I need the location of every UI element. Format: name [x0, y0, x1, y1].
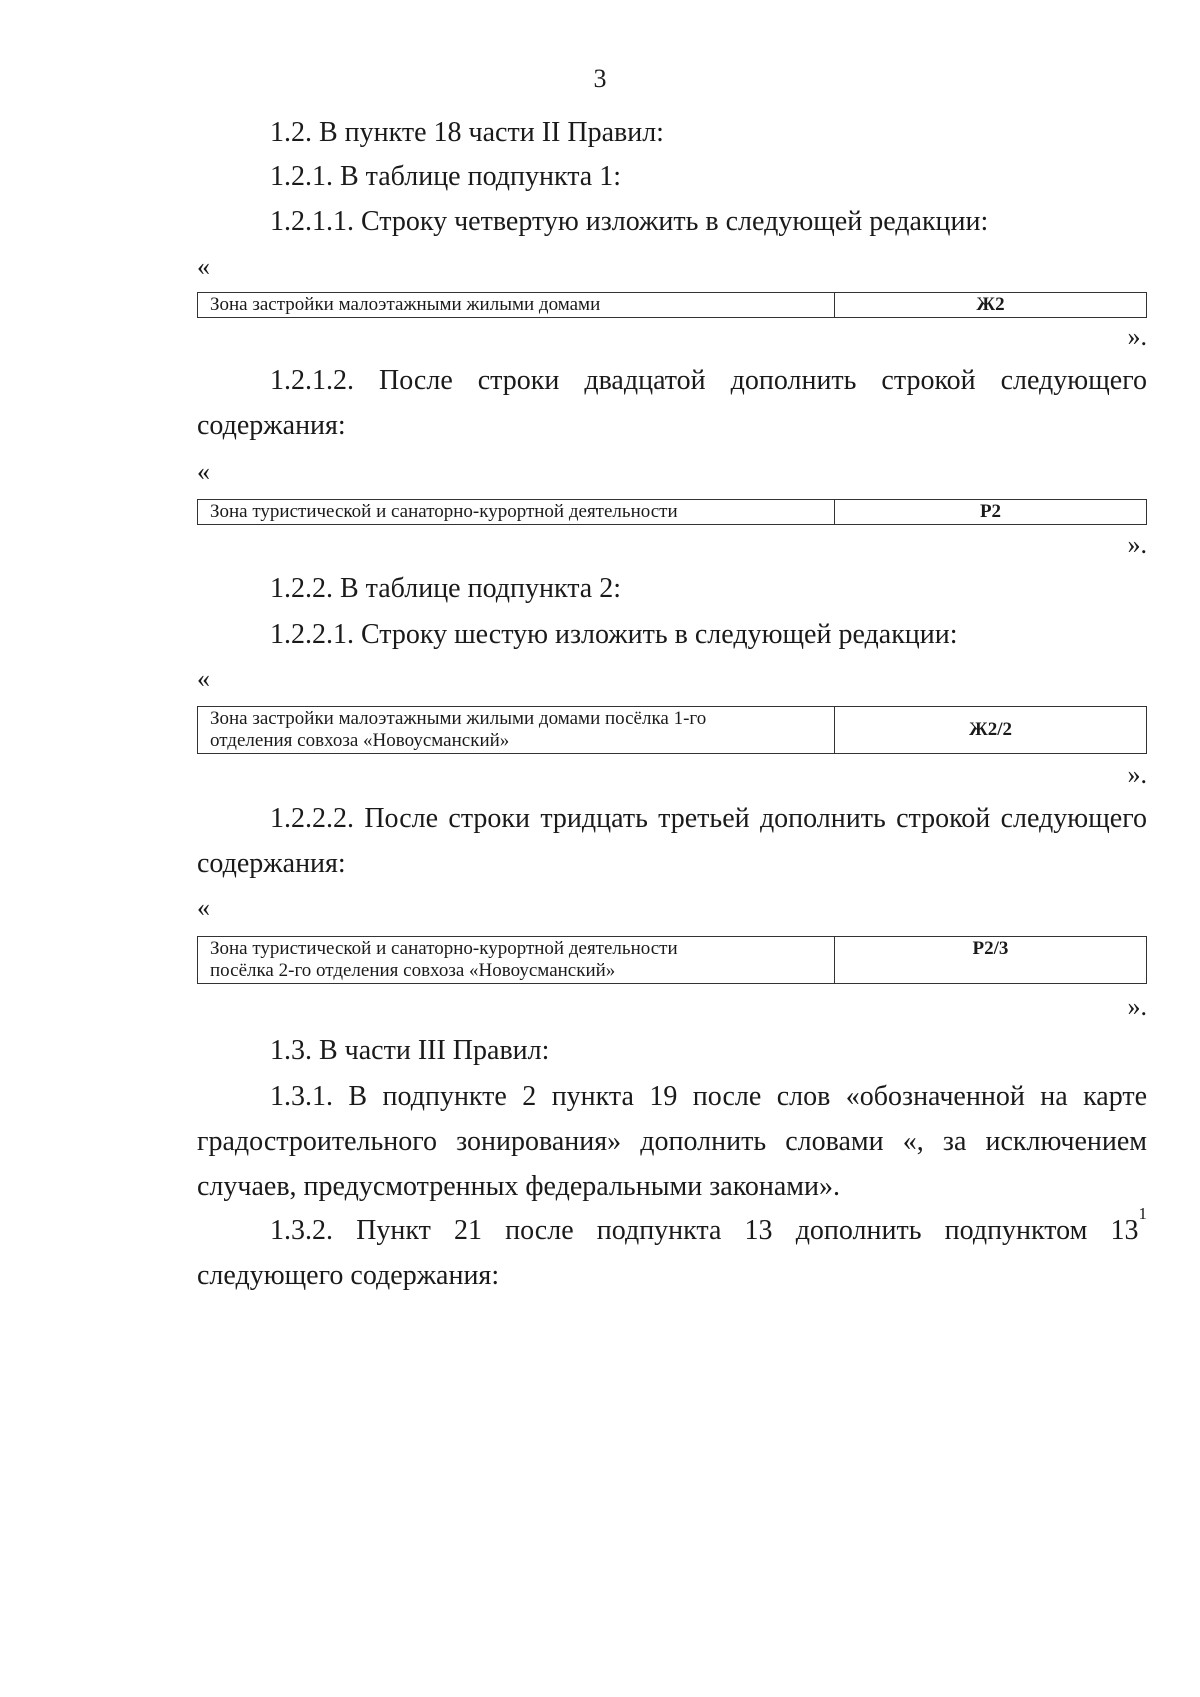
- paragraph-1-3-1-end: случаев, предусмотренных федеральными законами».: [197, 1171, 840, 1202]
- word: подпунктом: [944, 1215, 1088, 1246]
- table-row-r2: [197, 499, 1147, 525]
- table-row-zh2: [197, 292, 1147, 318]
- paragraph-1-2: 1.2. В пункте 18 части II Правил:: [270, 117, 664, 148]
- paragraph-1-3-2-text: [270, 1214, 1139, 1248]
- table-cell-zone-code: Ж2: [835, 293, 1147, 318]
- quote-open-3: «: [197, 664, 210, 693]
- table-row-r2-3: [197, 936, 1147, 984]
- paragraph-1-3-1: 1.3.1. В подпункте 2 пункта 19 после слов «обозначенной на карте: [270, 1081, 1147, 1112]
- zone-name-line: посёлка 2-го отделения совхоза «Новоусманский»: [210, 960, 616, 981]
- word: 1.3.2.: [270, 1215, 333, 1246]
- paragraph-1-2-1-2-cont: содержания:: [197, 410, 346, 441]
- table-cell-zone-code: Р2: [835, 500, 1147, 525]
- superscript: 1: [1138, 1204, 1147, 1223]
- table-cell-zone-code: Ж2/2: [835, 707, 1147, 754]
- table-row-zh2-2: [197, 706, 1147, 754]
- quote-open-2: «: [197, 457, 210, 486]
- zone-name-line: отделения совхоза «Новоусманский»: [210, 730, 510, 751]
- quote-open-1: «: [197, 252, 210, 281]
- quote-close-4: ».: [1127, 992, 1147, 1021]
- quote-close-1: ».: [1127, 322, 1147, 351]
- paragraph-1-3-2: [270, 1204, 1147, 1248]
- paragraph-1-2-1-1: 1.2.1.1. Строку четвертую изложить в следующей редакции:: [270, 206, 989, 237]
- paragraph-1-2-2: 1.2.2. В таблице подпункта 2:: [270, 573, 622, 604]
- paragraph-1-2-2-2: 1.2.2.2. После строки тридцать третьей дополнить строкой следующего: [270, 803, 1147, 834]
- word: подпункта: [596, 1215, 722, 1246]
- word: Пункт: [356, 1215, 431, 1246]
- word: 21: [453, 1215, 482, 1246]
- paragraph-1-2-2-1: 1.2.2.1. Строку шестую изложить в следующей редакции:: [270, 619, 958, 650]
- table-cell-zone-name: [198, 707, 835, 754]
- table-cell-zone-code: Р2/3: [835, 937, 1147, 984]
- zone-name-line: Зона туристической и санаторно-курортной деятельности: [210, 938, 678, 959]
- word: после: [505, 1215, 574, 1246]
- quote-close-3: ».: [1127, 760, 1147, 789]
- quote-open-4: «: [197, 893, 210, 922]
- paragraph-1-3: 1.3. В части III Правил:: [270, 1035, 550, 1066]
- paragraph-1-2-1: 1.2.1. В таблице подпункта 1:: [270, 161, 622, 192]
- paragraph-1-3-1-cont: градостроительного зонирования» дополнить словами «, за исключением: [197, 1126, 1147, 1157]
- page-number: 3: [593, 64, 607, 93]
- table-cell-zone-name: Зона застройки малоэтажными жилыми домами: [198, 293, 835, 318]
- zone-name-line: Зона застройки малоэтажными жилыми домами посёлка 1-го: [210, 708, 707, 729]
- paragraph-1-2-2-2-cont: содержания:: [197, 848, 346, 879]
- paragraph-1-2-1-2: 1.2.1.2. После строки двадцатой дополнить строкой следующего: [270, 365, 1147, 396]
- paragraph-1-3-2-cont: следующего содержания:: [197, 1260, 500, 1291]
- quote-close-2: ».: [1127, 530, 1147, 559]
- table-cell-zone-name: Зона туристической и санаторно-курортной деятельности: [198, 500, 835, 525]
- table-cell-zone-name: [198, 937, 835, 984]
- word: 13: [744, 1215, 773, 1246]
- word: дополнить: [795, 1215, 922, 1246]
- word: 13: [1110, 1215, 1139, 1246]
